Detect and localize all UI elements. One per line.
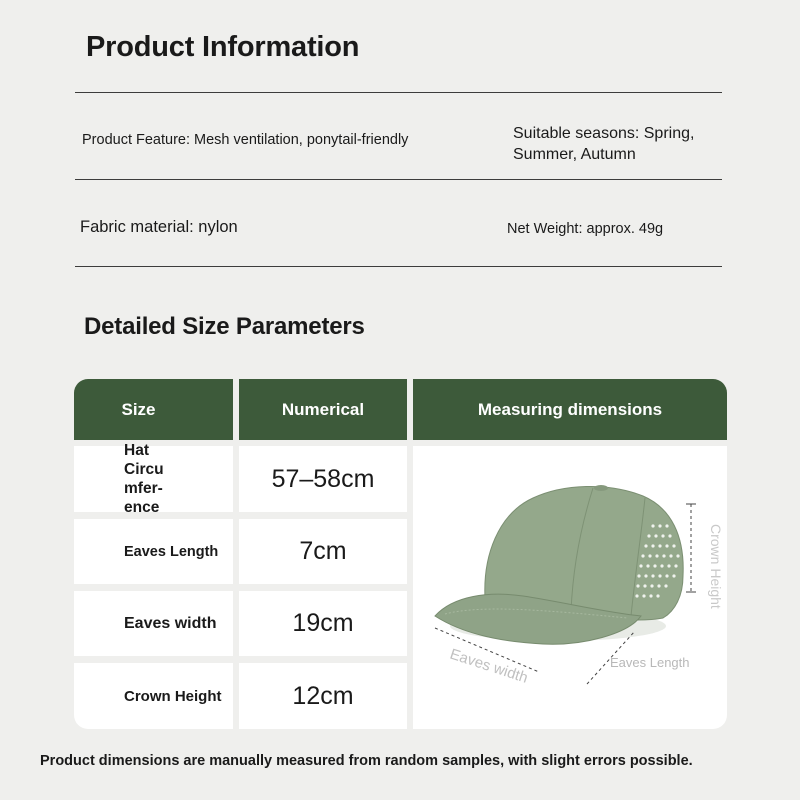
eaves-length-diagram-label: Eaves Length — [610, 655, 690, 670]
crown-height-diagram-label: Crown Height — [708, 524, 724, 609]
eaves-width-label: Eaves width — [124, 614, 217, 632]
table-row-label — [74, 442, 233, 516]
table-row-value — [239, 519, 407, 584]
product-information-title: Product Information — [86, 31, 360, 63]
divider — [75, 179, 722, 180]
footer-note: Product dimensions are manually measured from random samples, with slight errors possible. — [40, 753, 693, 769]
crown-height-label: Crown Height — [124, 687, 222, 705]
header-numerical — [239, 379, 407, 440]
header-size — [74, 379, 233, 440]
eaves-length-value: 7cm — [299, 537, 347, 565]
eaves-length-label: Eaves Length — [124, 543, 219, 560]
table-row-label — [74, 519, 233, 584]
eaves-width-value: 19cm — [292, 609, 354, 637]
table-row-label — [74, 591, 233, 656]
net-weight-text: Net Weight: approx. 49g — [507, 221, 664, 237]
table-row-label — [74, 663, 233, 729]
eaves-width-diagram-label: Eaves width — [447, 645, 530, 687]
divider — [75, 92, 722, 93]
header-numerical-label: Numerical — [281, 399, 365, 419]
suitable-seasons-text: Suitable seasons: Spring, Summer, Autumn — [513, 125, 695, 163]
size-table — [74, 379, 727, 729]
table-row-value — [239, 663, 407, 729]
fabric-material-text: Fabric material: nylon — [80, 218, 238, 236]
header-size-label: Size — [121, 399, 156, 419]
table-row-value — [239, 446, 407, 512]
table-row-value — [239, 591, 407, 656]
hat-circumference-value: 57–58cm — [271, 464, 375, 493]
cap-diagram — [413, 446, 727, 729]
header-measuring-dimensions — [413, 379, 727, 440]
size-parameters-title: Detailed Size Parameters — [84, 313, 365, 340]
divider — [75, 266, 722, 267]
header-measuring-label: Measuring dimensions — [477, 399, 663, 419]
crown-height-value: 12cm — [292, 681, 354, 710]
product-feature-text: Product Feature: Mesh ventilation, ponytail-friendly — [82, 132, 409, 148]
measuring-diagram-cell — [413, 446, 727, 729]
hat-circumference-label: Hat Circumfer-ence — [124, 442, 164, 516]
